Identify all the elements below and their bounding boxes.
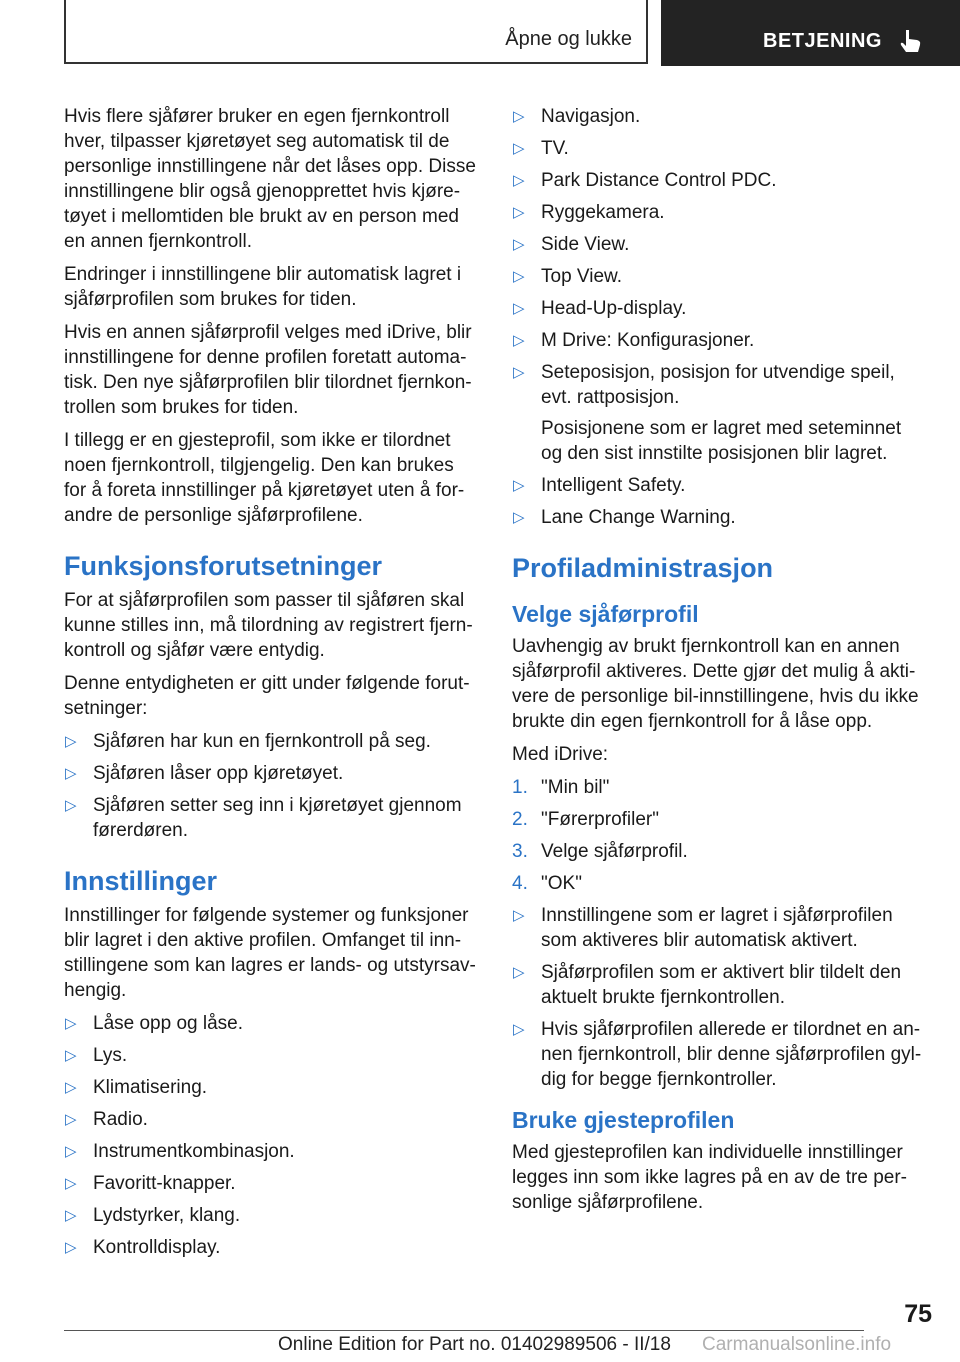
section-title: Åpne og lukke bbox=[505, 28, 632, 50]
step-item bbox=[512, 807, 924, 832]
list-item-text: Navigasjon. bbox=[541, 106, 641, 127]
list-item bbox=[64, 1011, 478, 1036]
list-item-text: Kontrolldisplay. bbox=[93, 1237, 221, 1258]
step-text: "Min bil" bbox=[541, 777, 610, 798]
select-paragraph: Uavhengig av brukt fjernkontroll kan en annen sjåførprofil aktiveres. Dette gjør det mulig å akti-vere de personlige bil-innstillingene, hvis du ikke brukte din egen fjernkontroll for å låse opp. bbox=[512, 636, 919, 732]
list-item-text: Head-Up-display. bbox=[541, 298, 687, 319]
step-number: 2. bbox=[512, 809, 528, 830]
chapter-tab bbox=[661, 0, 960, 66]
heading-select-profile: Velge sjåførprofil bbox=[512, 601, 699, 627]
list-item bbox=[512, 296, 924, 321]
result-list bbox=[512, 903, 924, 1092]
list-item-text: TV. bbox=[541, 138, 569, 159]
heading-settings: Innstillinger bbox=[64, 866, 218, 896]
list-item-text: Side View. bbox=[541, 234, 630, 255]
chapter-title: BETJENING bbox=[763, 30, 882, 52]
steps-list bbox=[512, 775, 924, 896]
bullet-triangle-icon: ▷ bbox=[513, 140, 525, 157]
list-item-text: Sjåføren låser opp kjøretøyet. bbox=[93, 763, 344, 784]
bullet-triangle-icon: ▷ bbox=[65, 1175, 77, 1192]
intro-paragraph: I tillegg er en gjesteprofil, som ikke er tilordnet noen fjernkontroll, tilgjengelig. Den kan brukes for å foreta innstillinger på kjøretøyet uten å for-andre de personlige sjåførprofilene. bbox=[64, 430, 465, 526]
intro-paragraph: Hvis flere sjåfører bruker en egen fjernkontroll hver, tilpasser kjøretøyet seg automatisk til de personlige innstillingene når det låses opp. Disse innstillingene blir også gjenopprettet hvis kjøre-tøyet i mellomtiden ble brukt av en person med en annen fjernkontroll. bbox=[64, 106, 476, 252]
section-tab bbox=[64, 0, 648, 64]
right-column bbox=[512, 104, 924, 1223]
page-number: 75 bbox=[904, 1300, 932, 1328]
list-item-text: Favoritt-knapper. bbox=[93, 1173, 236, 1194]
step-text: "Førerprofiler" bbox=[541, 809, 659, 830]
list-item-text: Sjåføren setter seg inn i kjøretøyet gjennom førerdøren. bbox=[93, 795, 462, 841]
bullet-triangle-icon: ▷ bbox=[65, 1111, 77, 1128]
list-item-text: Låse opp og låse. bbox=[93, 1013, 244, 1034]
heading-guest-profile: Bruke gjesteprofilen bbox=[512, 1107, 735, 1133]
bullet-triangle-icon: ▷ bbox=[513, 172, 525, 189]
seat-memory-note: Posisjonene som er lagret med seteminnet og den sist innstilte posisjonen blir lagret. bbox=[541, 418, 902, 464]
page-header bbox=[0, 0, 960, 66]
list-item-text: Intelligent Safety. bbox=[541, 475, 686, 496]
list-item bbox=[64, 1075, 478, 1100]
edition-text: Online Edition for Part no. 01402989506 - II/18 bbox=[278, 1334, 671, 1355]
bullet-triangle-icon: ▷ bbox=[513, 332, 525, 349]
list-item-text: Lydstyrker, klang. bbox=[93, 1205, 241, 1226]
step-number: 1. bbox=[512, 777, 528, 798]
list-item bbox=[64, 729, 478, 754]
bullet-triangle-icon: ▷ bbox=[65, 1047, 77, 1064]
list-item bbox=[64, 1107, 478, 1132]
step-item bbox=[512, 775, 924, 800]
bullet-triangle-icon: ▷ bbox=[513, 364, 525, 381]
heading-prerequisites: Funksjonsforutsetninger bbox=[64, 551, 383, 581]
bullet-triangle-icon: ▷ bbox=[513, 300, 525, 317]
bullet-triangle-icon: ▷ bbox=[65, 765, 77, 782]
list-item bbox=[64, 793, 478, 843]
bullet-triangle-icon: ▷ bbox=[513, 204, 525, 221]
bullet-triangle-icon: ▷ bbox=[513, 108, 525, 125]
hand-pointer-icon bbox=[897, 28, 923, 54]
list-item-text: Radio. bbox=[93, 1109, 148, 1130]
list-item-text: Instrumentkombinasjon. bbox=[93, 1141, 295, 1162]
list-item bbox=[512, 360, 924, 466]
list-item-text: Lys. bbox=[93, 1045, 128, 1066]
bullet-triangle-icon: ▷ bbox=[65, 1207, 77, 1224]
step-number: 4. bbox=[512, 873, 528, 894]
guest-paragraph: Med gjesteprofilen kan individuelle innstillinger legges inn som ikke lagres på en av de tre per-sonlige sjåførprofilene. bbox=[512, 1142, 907, 1213]
settings-list bbox=[64, 1011, 478, 1260]
bullet-triangle-icon: ▷ bbox=[513, 1021, 525, 1038]
bullet-triangle-icon: ▷ bbox=[65, 1143, 77, 1160]
list-item bbox=[512, 232, 924, 257]
list-item-text: Sjåførprofilen som er aktivert blir tildelt den aktuelt brukte fjernkontrollen. bbox=[541, 962, 902, 1008]
list-item-text: Top View. bbox=[541, 266, 622, 287]
list-item bbox=[512, 200, 924, 225]
list-item-text: Hvis sjåførprofilen allerede er tilordnet en an-nen fjernkontroll, blir denne sjåførprofilen gyl-dig for begge fjernkontroller. bbox=[541, 1019, 922, 1090]
list-item-text: Lane Change Warning. bbox=[541, 507, 736, 528]
bullet-triangle-icon: ▷ bbox=[65, 733, 77, 750]
list-item bbox=[512, 104, 924, 129]
step-text: Velge sjåførprofil. bbox=[541, 841, 688, 862]
bullet-triangle-icon: ▷ bbox=[65, 1079, 77, 1096]
bullet-triangle-icon: ▷ bbox=[65, 1015, 77, 1032]
intro-paragraph: Endringer i innstillingene blir automatisk lagret i sjåførprofilen som brukes for tiden. bbox=[64, 264, 462, 310]
bullet-triangle-icon: ▷ bbox=[513, 477, 525, 494]
list-item bbox=[64, 761, 478, 786]
intro-paragraph: Hvis en annen sjåførprofil velges med iDrive, blir innstillingene for denne profilen foretatt automa-tisk. Den nye sjåførprofilen blir tilordnet fjernkon-trollen som brukes for tiden. bbox=[64, 322, 472, 418]
list-item bbox=[64, 1139, 478, 1164]
list-item-text: M Drive: Konfigurasjoner. bbox=[541, 330, 755, 351]
bullet-triangle-icon: ▷ bbox=[513, 907, 525, 924]
list-item-text: Klimatisering. bbox=[93, 1077, 208, 1098]
list-item-text: Seteposisjon, posisjon for utvendige speil, evt. rattposisjon. bbox=[541, 362, 895, 408]
watermark: Carmanualsonline.info bbox=[702, 1334, 892, 1355]
list-item bbox=[64, 1043, 478, 1068]
settings-list-continued bbox=[512, 104, 924, 530]
heading-profile-admin: Profiladministrasjon bbox=[512, 553, 774, 583]
idrive-label: Med iDrive: bbox=[512, 744, 609, 765]
bullet-triangle-icon: ▷ bbox=[65, 797, 77, 814]
bullet-triangle-icon: ▷ bbox=[513, 509, 525, 526]
list-item bbox=[512, 960, 924, 1010]
step-item bbox=[512, 871, 924, 896]
list-item bbox=[512, 168, 924, 193]
bullet-triangle-icon: ▷ bbox=[513, 236, 525, 253]
list-item bbox=[512, 473, 924, 498]
bullet-triangle-icon: ▷ bbox=[65, 1239, 77, 1256]
list-item bbox=[512, 1017, 924, 1092]
list-item bbox=[512, 136, 924, 161]
step-text: "OK" bbox=[541, 873, 582, 894]
prereq-paragraph: For at sjåførprofilen som passer til sjåføren skal kunne stilles inn, må tilordning av registrert fjern-kontroll og sjåfør være entydig. bbox=[64, 590, 473, 661]
step-item bbox=[512, 839, 924, 864]
list-item bbox=[512, 264, 924, 289]
list-item-text: Innstillingene som er lagret i sjåførprofilen som aktiveres blir automatisk aktivert. bbox=[541, 905, 893, 951]
list-item bbox=[512, 505, 924, 530]
list-item bbox=[64, 1171, 478, 1196]
bullet-triangle-icon: ▷ bbox=[513, 268, 525, 285]
list-item-text: Sjåføren har kun en fjernkontroll på seg. bbox=[93, 731, 431, 752]
list-item bbox=[64, 1235, 478, 1260]
list-item bbox=[64, 1203, 478, 1228]
prereq-list bbox=[64, 729, 478, 843]
step-number: 3. bbox=[512, 841, 528, 862]
prereq-paragraph: Denne entydigheten er gitt under følgende forut-setninger: bbox=[64, 673, 470, 719]
list-item bbox=[512, 328, 924, 353]
settings-paragraph: Innstillinger for følgende systemer og funksjoner blir lagret i den aktive profilen. Omfanget til inn-stillingene som kan lagres er lands- og utstyrsav-hengig. bbox=[64, 905, 476, 1001]
list-item-text: Park Distance Control PDC. bbox=[541, 170, 777, 191]
bullet-triangle-icon: ▷ bbox=[513, 964, 525, 981]
footer-divider bbox=[64, 1330, 864, 1331]
list-item-text: Ryggekamera. bbox=[541, 202, 665, 223]
left-column bbox=[64, 104, 478, 1267]
list-item bbox=[512, 903, 924, 953]
